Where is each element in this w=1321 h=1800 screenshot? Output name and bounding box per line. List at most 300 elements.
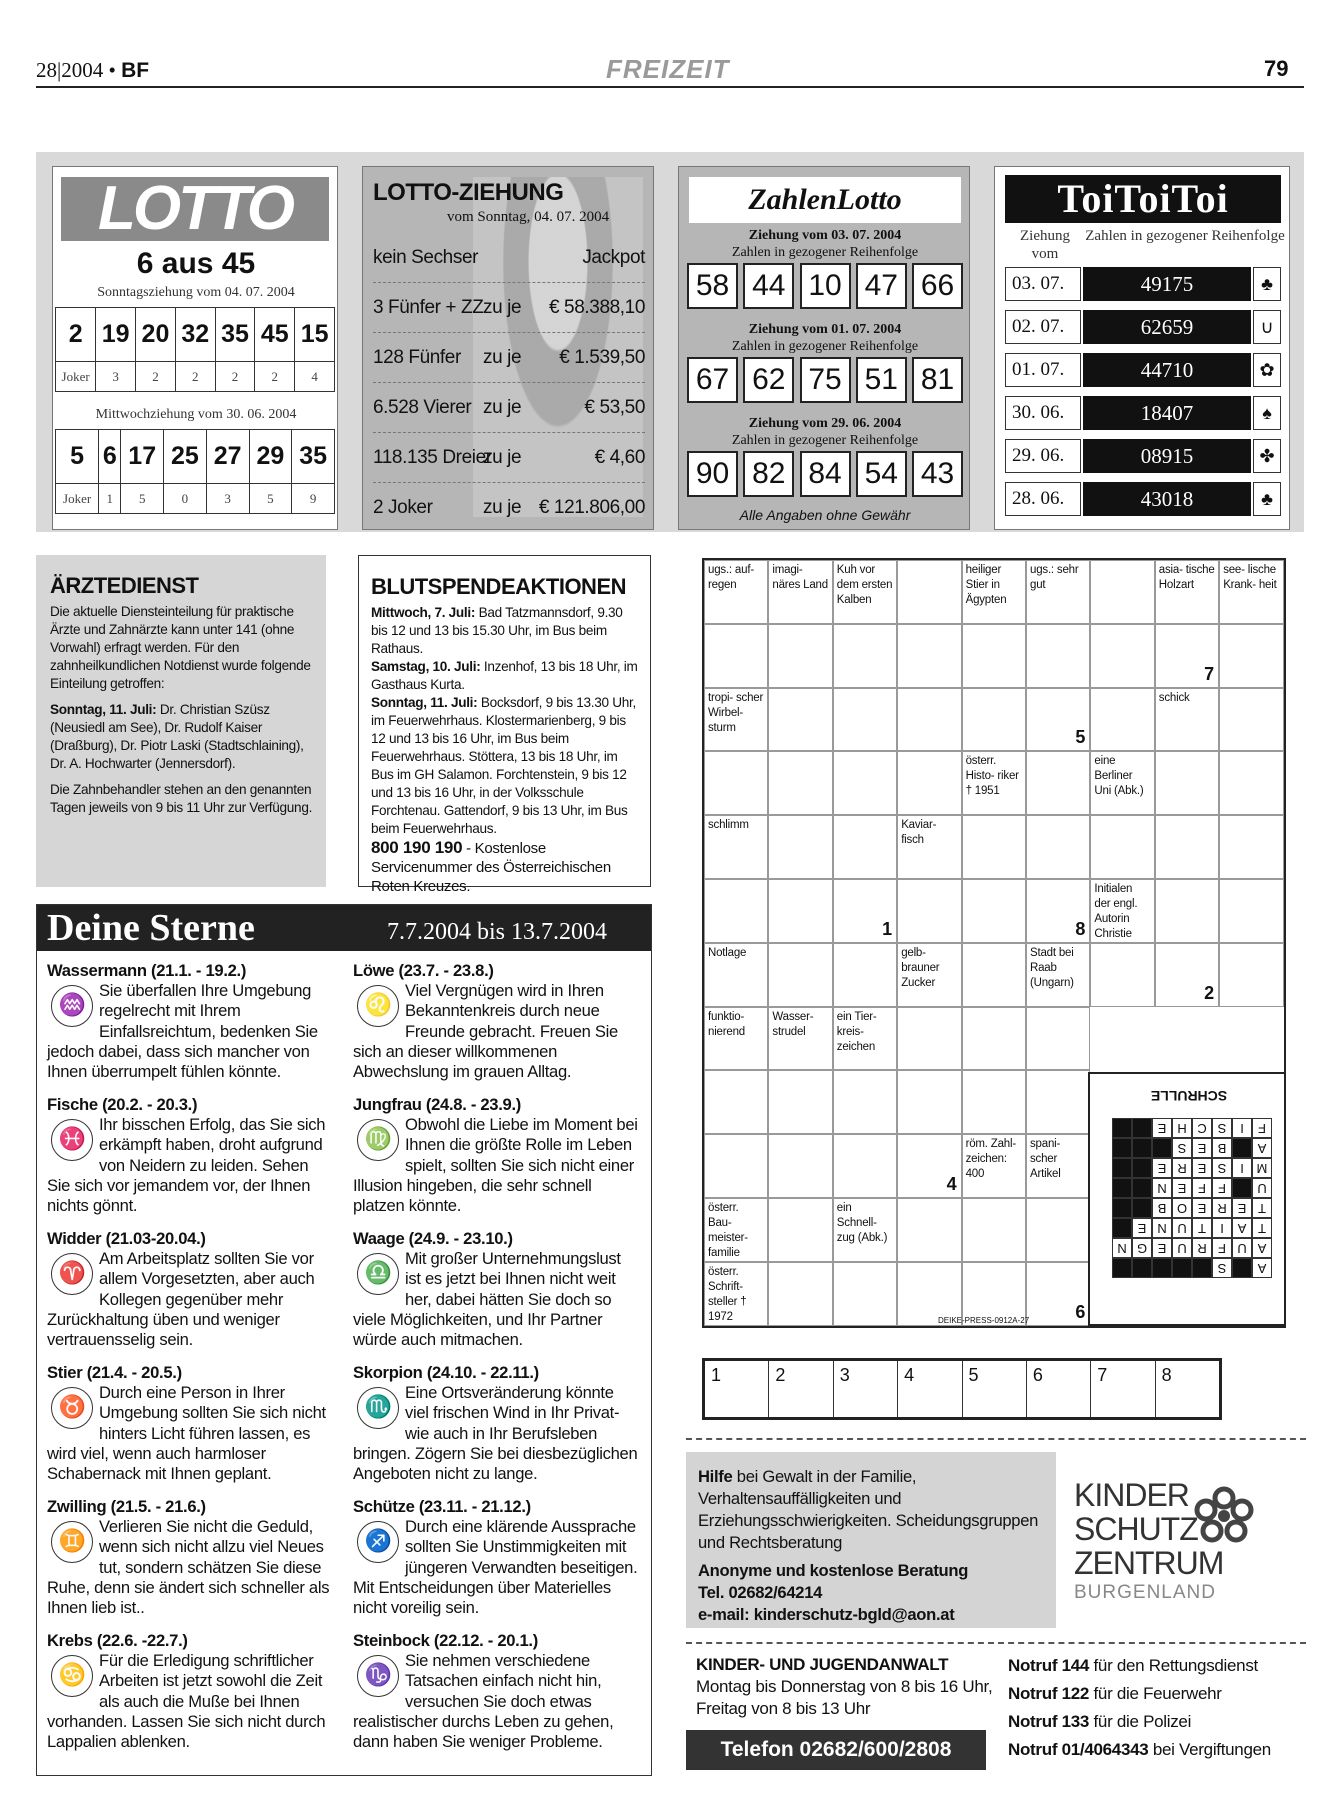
solution-letter: E	[1152, 1238, 1172, 1258]
toitoitoi-symbol-icon: ∪	[1253, 310, 1281, 344]
solution-letter: M	[1252, 1158, 1272, 1178]
toitoitoi-row	[1005, 353, 1281, 387]
solution-letter	[1112, 1258, 1132, 1278]
toitoitoi-number: 62659	[1083, 310, 1251, 344]
ziehung-title: LOTTO-ZIEHUNG	[373, 179, 564, 206]
zodiac-icon: ♒	[51, 985, 93, 1027]
horoscope-sign	[47, 1229, 332, 1353]
toitoitoi-row	[1005, 396, 1281, 430]
answer-cell[interactable]	[833, 879, 897, 943]
zahlenlotto-number: 47	[856, 263, 907, 309]
aerztedienst-hours: Die Zahnbehandler stehen an den genannten Tagen jeweils von 9 bis 11 Uhr zur Verfügung.	[50, 782, 313, 815]
solution-letter: B	[1212, 1138, 1232, 1158]
answer-cell[interactable]	[1090, 943, 1154, 1007]
zahlenlotto-number: 84	[800, 451, 851, 497]
lotto-draw1-table	[55, 307, 335, 392]
notruf-list	[1008, 1652, 1304, 1764]
solution-letter: N	[1112, 1238, 1132, 1258]
puzzle-credit: DEIKE-PRESS-0912A-27	[938, 1316, 1030, 1325]
lotto-cell: 32	[175, 308, 215, 362]
ziehung-winners: 3 Fünfer + ZZ	[373, 297, 484, 318]
answer-cell[interactable]	[768, 1262, 832, 1326]
lotto-cell: 2	[136, 362, 176, 392]
solution-letter	[1112, 1178, 1132, 1198]
answer-cell[interactable]	[833, 624, 897, 688]
ziehung-winners: 118.135 Dreier	[373, 447, 492, 468]
horoscope-sign	[47, 1497, 332, 1621]
header-rule	[36, 86, 1304, 88]
lotto-cell: 45	[255, 308, 295, 362]
toitoitoi-number: 18407	[1083, 396, 1251, 430]
lotto-title: 6 aus 45	[136, 247, 256, 280]
lotto-cell: 2	[175, 362, 215, 392]
answer-row[interactable]	[702, 1358, 1222, 1420]
zahlenlotto-draw-label	[679, 227, 971, 261]
solution-letter: I	[1212, 1218, 1232, 1238]
solution-letter: B	[1152, 1198, 1172, 1218]
zahlenlotto-draw-label	[679, 415, 971, 449]
answer-slot[interactable]: 7	[1091, 1361, 1155, 1417]
notruf-desc: für die Polizei	[1089, 1712, 1192, 1731]
notruf-item	[1008, 1652, 1304, 1680]
solution-letter: E	[1152, 1158, 1172, 1178]
answer-slot[interactable]: 5	[963, 1361, 1027, 1417]
toitoitoi-date: 01. 07.	[1005, 353, 1081, 387]
answer-cell[interactable]	[897, 624, 961, 688]
answer-cell[interactable]	[768, 1198, 832, 1262]
aerztedienst-intro: Die aktuelle Diensteinteilung für praktische Ärzte und Zahnärzte kann unter 141 (ohne Vorwahl) erfragt werden. Für den zahnheilkundlichen Notdienst wurde folgende Einteilung getroffen:	[50, 604, 311, 691]
zahlenlotto-number: 58	[687, 263, 738, 309]
toitoitoi-symbol-icon: ✤	[1253, 439, 1281, 473]
answer-cell[interactable]	[897, 879, 961, 943]
toitoitoi-date: 28. 06.	[1005, 482, 1081, 516]
answer-cell[interactable]	[768, 943, 832, 1007]
solution-letter: A	[1252, 1258, 1272, 1278]
toitoitoi-row	[1005, 310, 1281, 344]
lotto-panel	[52, 166, 338, 530]
ziehung-each: zu je	[483, 397, 522, 418]
answer-cell[interactable]	[768, 879, 832, 943]
ziehung-row	[373, 333, 645, 383]
solution-letter	[1232, 1258, 1252, 1278]
ziehung-row	[373, 433, 645, 483]
solution-letter	[1132, 1258, 1152, 1278]
zodiac-icon: ♏	[357, 1387, 399, 1429]
solution-letter: N	[1152, 1178, 1172, 1198]
zodiac-icon: ♉	[51, 1387, 93, 1429]
answer-slot[interactable]: 1	[705, 1361, 769, 1417]
toitoitoi-symbol-icon: ♣	[1253, 267, 1281, 301]
answer-slot[interactable]: 3	[834, 1361, 898, 1417]
clue-cell: ein Tier- kreis- zeichen	[833, 1007, 897, 1071]
zahlenlotto-number: 54	[856, 451, 907, 497]
answer-cell[interactable]	[1219, 879, 1283, 943]
toitoitoi-date: 03. 07.	[1005, 267, 1081, 301]
zahlenlotto-sub: Zahlen in gezogener Reihenfolge	[731, 245, 919, 260]
solution-letter: E	[1152, 1118, 1172, 1138]
solution-letter	[1152, 1138, 1172, 1158]
ziehung-row	[373, 233, 645, 283]
answer-slot[interactable]: 8	[1161, 1365, 1172, 1385]
solution-letter: G	[1132, 1238, 1152, 1258]
clue-cell: funktio- nierend	[704, 1007, 768, 1071]
answer-cell[interactable]	[1026, 751, 1090, 815]
solution-number: 8	[1075, 918, 1086, 939]
zahlenlotto-number: 44	[743, 263, 794, 309]
solution-letter: E	[1192, 1138, 1212, 1158]
clue-cell: ein Schnell- zug (Abk.)	[833, 1198, 897, 1262]
ziehung-each: zu je	[483, 497, 522, 518]
clue-cell: tropi- scher Wirbel- sturm	[704, 688, 768, 752]
clue-cell: asia- tische Holzart	[1155, 560, 1219, 624]
answer-cell[interactable]	[833, 1134, 897, 1198]
horoscope-sign	[47, 1095, 332, 1219]
answer-cell[interactable]	[1155, 815, 1219, 879]
sign-name: Schütze (23.11. - 21.12.)	[353, 1497, 531, 1516]
lotto-cell: 25	[164, 430, 207, 484]
solution-letter: S	[1172, 1138, 1192, 1158]
kija-title: KINDER- UND JUGENDANWALT	[696, 1655, 949, 1674]
notruf-item	[1008, 1736, 1304, 1764]
clue-cell: see- lische Krank- heit	[1219, 560, 1283, 624]
sign-name: Waage (24.9. - 23.10.)	[353, 1229, 513, 1248]
answer-cell[interactable]	[897, 1070, 961, 1134]
lotto-cell: 15	[295, 308, 335, 362]
zodiac-icon: ♎	[357, 1253, 399, 1295]
toitoitoi-date: 29. 06.	[1005, 439, 1081, 473]
answer-cell[interactable]	[1219, 815, 1283, 879]
solution-letter: I	[1232, 1118, 1252, 1138]
zahlenlotto-number: 81	[912, 357, 963, 403]
solution-number: 4	[946, 1173, 957, 1194]
answer-cell[interactable]	[833, 1262, 897, 1326]
blutspende-title: BLUTSPENDEAKTIONEN	[371, 574, 627, 599]
solution-number: 6	[1075, 1301, 1086, 1322]
solution-letter: E	[1172, 1178, 1192, 1198]
answer-cell[interactable]	[1219, 624, 1283, 688]
solution-letter: U	[1172, 1238, 1192, 1258]
answer-cell[interactable]	[1026, 1262, 1090, 1326]
solution-letter: U	[1232, 1238, 1252, 1258]
zahlenlotto-draw-label	[679, 321, 971, 355]
sign-text: Am Arbeitsplatz sollten Sie vor allem Vorgesetzten, aber auch Kollegen gegenüber mehr Zurückhaltung üben und weniger vertrauensselig sein.	[47, 1249, 315, 1350]
lotto-cell: Joker	[56, 362, 96, 392]
solution-title: SCHRULLE	[1150, 1088, 1228, 1104]
answer-cell[interactable]	[1090, 624, 1154, 688]
solution-letter	[1132, 1138, 1152, 1158]
solution-letter: N	[1152, 1218, 1172, 1238]
answer-cell[interactable]	[962, 1198, 1026, 1262]
sign-text: Sie nehmen verschiedene Tatsachen einfach nicht hin, versuchen Sie doch etwas realistischer durchs Leben zu gehen, dann haben Sie weniger Probleme.	[353, 1651, 614, 1752]
horoscope-sign	[47, 1631, 332, 1755]
kija-box	[696, 1654, 996, 1720]
zahlenlotto-number: 51	[856, 357, 907, 403]
horoscope-sign	[353, 1631, 638, 1755]
horoscope-sign	[47, 961, 332, 1085]
horoscope-sign	[353, 1095, 638, 1219]
clue-cell: österr. Histo- riker † 1951	[962, 751, 1026, 815]
answer-cell[interactable]	[833, 1070, 897, 1134]
hilfe-beratung: Anonyme und kostenlose Beratung	[698, 1561, 969, 1580]
answer-cell[interactable]	[962, 879, 1026, 943]
answer-cell[interactable]	[1090, 815, 1154, 879]
solution-letter	[1112, 1158, 1132, 1178]
answer-cell[interactable]	[962, 815, 1026, 879]
solution-letter: F	[1252, 1118, 1272, 1138]
sign-name: Wassermann (21.1. - 19.2.)	[47, 961, 247, 980]
hilfe-email: e-mail: kinderschutz-bgld@aon.at	[698, 1605, 955, 1624]
lotto-cell: 6	[99, 430, 121, 484]
solution-letter	[1132, 1198, 1152, 1218]
answer-cell[interactable]	[1026, 624, 1090, 688]
clue-cell: gelb- brauner Zucker	[897, 943, 961, 1007]
answer-cell[interactable]	[833, 943, 897, 1007]
ziehung-winners: 2 Joker	[373, 497, 433, 518]
toitoitoi-row	[1005, 482, 1281, 516]
answer-cell[interactable]	[962, 943, 1026, 1007]
horoscope-date-range: 7.7.2004 bis 13.7.2004	[387, 919, 608, 945]
toitoitoi-col-numbers: Zahlen in gezogener Reihenfolge	[1085, 228, 1285, 244]
zahlenlotto-draw-date: Ziehung vom 29. 06. 2004	[748, 416, 902, 431]
kija-phone: Telefon 02682/600/2808	[686, 1730, 986, 1770]
notruf-item	[1008, 1680, 1304, 1708]
solution-letter: A	[1252, 1238, 1272, 1258]
page-number: 79	[1264, 56, 1289, 81]
solution-letter: H	[1172, 1118, 1192, 1138]
clue-cell: Stadt bei Raab (Ungarn)	[1026, 943, 1090, 1007]
sign-name: Widder (21.03-20.04.)	[47, 1229, 206, 1248]
zahlenlotto-numbers	[687, 263, 963, 309]
solution-letter: U	[1252, 1178, 1272, 1198]
solution-letter	[1232, 1138, 1252, 1158]
solution-letter: A	[1252, 1138, 1272, 1158]
kinderschutz-logo	[1074, 1478, 1294, 1618]
solution-letter	[1112, 1118, 1132, 1138]
horoscope-box	[36, 904, 652, 1776]
toitoitoi-col-date: Ziehung vom	[1020, 228, 1070, 262]
zahlenlotto-draw-date: Ziehung vom 03. 07. 2004	[748, 228, 902, 243]
solution-letter: S	[1212, 1258, 1232, 1278]
toitoitoi-number: 49175	[1083, 267, 1251, 301]
answer-cell[interactable]	[1155, 943, 1219, 1007]
blutspende-event-2: Samstag, 10. Juli: Inzenhof, 13 bis 18 Uhr, im Gasthaus Kurta.	[371, 659, 638, 692]
solution-letter: I	[1232, 1158, 1252, 1178]
answer-cell[interactable]	[704, 879, 768, 943]
ziehung-each: zu je	[483, 297, 522, 318]
lotto-cell: 17	[121, 430, 164, 484]
answer-cell[interactable]	[768, 1070, 832, 1134]
answer-cell[interactable]	[897, 751, 961, 815]
lotto-draw2-label: Mittwochziehung vom 30. 06. 2004	[95, 407, 297, 422]
answer-cell[interactable]	[962, 624, 1026, 688]
toitoitoi-symbol-icon: ♣	[1253, 482, 1281, 516]
notruf-number: Notruf 01/4064343	[1008, 1740, 1149, 1759]
issue-label	[36, 58, 149, 83]
answer-cell[interactable]	[897, 1134, 961, 1198]
answer-cell[interactable]	[1090, 688, 1154, 752]
horoscope-sign	[353, 1229, 638, 1353]
answer-cell[interactable]	[1219, 751, 1283, 815]
ziehung-amount: € 4,60	[594, 447, 645, 468]
answer-cell[interactable]	[704, 751, 768, 815]
answer-cell[interactable]	[1155, 879, 1219, 943]
lotto-cell: 4	[295, 362, 335, 392]
solution-number: 1	[882, 918, 893, 939]
hilfe-intro: Hilfe bei Gewalt in der Familie, Verhaltensauffälligkeiten und Erziehungsschwierigkeiten. Scheidungsgruppen und Rechtsberatung	[698, 1467, 1039, 1552]
toitoitoi-date: 30. 06.	[1005, 396, 1081, 430]
kija-hours: Montag bis Donnerstag von 8 bis 16 Uhr, Freitag von 8 bis 13 Uhr	[696, 1677, 993, 1718]
lotto-draw2-table	[55, 429, 335, 514]
zodiac-icon: ♈	[51, 1253, 93, 1295]
solution-letter	[1232, 1178, 1252, 1198]
zahlenlotto-number: 43	[912, 451, 963, 497]
horoscope-sign	[353, 1497, 638, 1621]
cut-line-1	[686, 1438, 1306, 1440]
ziehung-winners: 128 Fünfer	[373, 347, 461, 368]
answer-cell[interactable]	[1219, 943, 1283, 1007]
lotto-cell: 3	[206, 484, 249, 514]
notruf-desc: bei Vergiftungen	[1148, 1740, 1271, 1759]
lotto-cell: 9	[292, 484, 335, 514]
answer-cell[interactable]	[1090, 560, 1154, 624]
ziehung-amount: € 121.806,00	[538, 497, 645, 518]
answer-slot[interactable]: 4	[898, 1361, 962, 1417]
zahlenlotto-number: 62	[743, 357, 794, 403]
solution-letter: O	[1172, 1198, 1192, 1218]
solution-letter	[1132, 1118, 1152, 1138]
zodiac-icon: ♊	[51, 1521, 93, 1563]
blutspende-event-1: Mittwoch, 7. Juli: Bad Tatzmannsdorf, 9.30 bis 12 und 13 bis 15.30 Uhr, im Bus beim Rathaus.	[371, 605, 623, 656]
blutspende-hotline: 800 190 190 - Kostenlose Servicenummer des Österreichischen Roten Kreuzes.	[371, 838, 611, 895]
answer-cell[interactable]	[897, 1007, 961, 1071]
answer-cell[interactable]	[833, 815, 897, 879]
clue-cell: österr. Bau- meister- familie	[704, 1198, 768, 1262]
blutspende-box	[358, 555, 651, 895]
ziehung-row	[373, 483, 645, 530]
sign-name: Fische (20.2. - 20.3.)	[47, 1095, 198, 1114]
answer-cell[interactable]	[1026, 815, 1090, 879]
answer-cell[interactable]	[768, 688, 832, 752]
ziehung-amount: € 58.388,10	[549, 297, 645, 318]
ksz-line-2: SCHUTZ	[1074, 1511, 1198, 1547]
zahlenlotto-sub: Zahlen in gezogener Reihenfolge	[731, 339, 919, 354]
answer-cell[interactable]	[704, 1070, 768, 1134]
ksz-line-3: ZENTRUM	[1074, 1545, 1224, 1581]
sign-name: Stier (21.4. - 20.5.)	[47, 1363, 182, 1382]
ziehung-date: vom Sonntag, 04. 07. 2004	[447, 209, 610, 225]
answer-cell[interactable]	[962, 1007, 1026, 1071]
ksz-region: BURGENLAND	[1074, 1582, 1216, 1603]
aerztedienst-box	[36, 555, 326, 887]
solution-letter: T	[1252, 1218, 1272, 1238]
zahlenlotto-numbers	[687, 451, 963, 497]
aerztedienst-sunday: Sonntag, 11. Juli: Dr. Christian Szüsz (Neusiedl am See), Dr. Rudolf Kaiser (Draßburg), Dr. Piotr Laski (Stadtschlaining), Dr. A. Hochwarter (Jennersdorf).	[50, 702, 304, 771]
answer-cell[interactable]	[768, 751, 832, 815]
answer-cell[interactable]	[1026, 1198, 1090, 1262]
clue-cell: heiliger Stier in Ägypten	[962, 560, 1026, 624]
solution-letter: T	[1192, 1218, 1212, 1238]
toitoitoi-row	[1005, 267, 1281, 301]
answer-cell[interactable]	[768, 624, 832, 688]
solution-letter	[1112, 1198, 1132, 1218]
ziehung-amount: Jackpot	[582, 247, 645, 268]
sign-text: Durch eine Person in Ihrer Umgebung sollten Sie sich nicht hinters Licht führen lassen, es wird viel, wenn auch harmloser Schabernack mit Ihnen geplant.	[47, 1383, 326, 1484]
solution-letter: R	[1192, 1238, 1212, 1258]
solution-letter: R	[1172, 1158, 1192, 1178]
horoscope-header	[37, 905, 651, 951]
clue-cell: Kaviar- fisch	[897, 815, 961, 879]
toitoitoi-panel	[994, 166, 1290, 530]
toitoitoi-logo: ToiToiToi	[1005, 175, 1281, 223]
toitoitoi-symbol-icon: ✿	[1253, 353, 1281, 387]
answer-cell[interactable]	[768, 1134, 832, 1198]
lotto-cell: 35	[292, 430, 335, 484]
ziehung-amount: € 53,50	[584, 397, 645, 418]
brand-label: BF	[121, 59, 150, 82]
answer-cell[interactable]	[833, 688, 897, 752]
answer-cell[interactable]	[897, 560, 961, 624]
clue-cell: imagi- näres Land	[768, 560, 832, 624]
clue-cell: österr. Schrift- steller † 1972	[704, 1262, 768, 1326]
sign-text: Ihr bisschen Erfolg, das Sie sich erkämpft haben, droht aufgrund von Neidern zu leiden. Sehen Sie sich vor jemandem vor, der Ihnen nichts gönnt.	[47, 1115, 326, 1216]
zahlenlotto-panel	[678, 166, 970, 530]
ksz-line-1: KINDER	[1074, 1477, 1189, 1513]
zahlenlotto-sub: Zahlen in gezogener Reihenfolge	[731, 433, 919, 448]
sign-text: Eine Ortsveränderung könnte viel frischen Wind in Ihr Privat- wie auch in Ihr Berufsleben bringen. Zögern Sie bei diesbezüglichen Angeboten nicht zu lange.	[353, 1383, 638, 1484]
solution-letter: C	[1192, 1118, 1212, 1138]
answer-cell[interactable]	[1219, 688, 1283, 752]
solution-letter: F	[1212, 1238, 1232, 1258]
answer-cell[interactable]	[704, 624, 768, 688]
answer-cell[interactable]	[1155, 624, 1219, 688]
answer-cell[interactable]	[1026, 1007, 1090, 1071]
answer-cell[interactable]	[962, 688, 1026, 752]
toitoitoi-symbol-icon: ♠	[1253, 396, 1281, 430]
notruf-number: Notruf 122	[1008, 1684, 1090, 1703]
lotto-cell: 5	[121, 484, 164, 514]
clue-cell: schick	[1155, 688, 1219, 752]
ziehung-each: zu je	[483, 447, 522, 468]
clue-cell: eine Berliner Uni (Abk.)	[1090, 751, 1154, 815]
answer-cell[interactable]	[897, 688, 961, 752]
sign-text: Mit großer Unternehmungslust ist es jetzt bei Ihnen nicht weit her, dabei hätten Sie doch so viele Möglichkeiten, und Ihr Partner würde auch mitmachen.	[353, 1249, 621, 1350]
answer-cell[interactable]	[704, 1134, 768, 1198]
answer-cell[interactable]	[768, 815, 832, 879]
hilfe-phone: Tel. 02682/64214	[698, 1583, 823, 1602]
answer-cell[interactable]	[1026, 1070, 1090, 1134]
solution-letter	[1152, 1258, 1172, 1278]
notruf-desc: für den Rettungsdienst	[1089, 1656, 1258, 1675]
lotto-cell: 2	[215, 362, 255, 392]
solution-number: 2	[1204, 982, 1215, 1003]
answer-slot[interactable]: 2	[769, 1361, 833, 1417]
answer-cell[interactable]	[897, 1198, 961, 1262]
answer-cell[interactable]	[1026, 879, 1090, 943]
ziehung-amount: € 1.539,50	[559, 347, 645, 368]
aerztedienst-title: ÄRZTEDIENST	[50, 573, 199, 598]
answer-cell[interactable]	[1155, 751, 1219, 815]
sign-text: Für die Erledigung schriftlicher Arbeiten ist jetzt sowohl die Zeit als auch die Muße bei Ihnen vorhanden. Lassen Sie sich nicht durch Lappalien ablenken.	[47, 1651, 326, 1752]
zodiac-icon: ♌	[357, 985, 399, 1027]
answer-cell[interactable]	[1026, 688, 1090, 752]
sign-text: Obwohl die Liebe im Moment bei Ihnen die größte Rolle im Leben spielt, sollten Sie sich nicht einer Illusion hingeben, die sehr schnell platzen könnte.	[353, 1115, 638, 1216]
answer-cell[interactable]	[833, 751, 897, 815]
answer-cell[interactable]	[962, 1070, 1026, 1134]
horoscope-sign	[353, 1363, 638, 1487]
toitoitoi-number: 08915	[1083, 439, 1251, 473]
notruf-desc: für die Feuerwehr	[1089, 1684, 1222, 1703]
answer-slot[interactable]: 6	[1027, 1361, 1091, 1417]
